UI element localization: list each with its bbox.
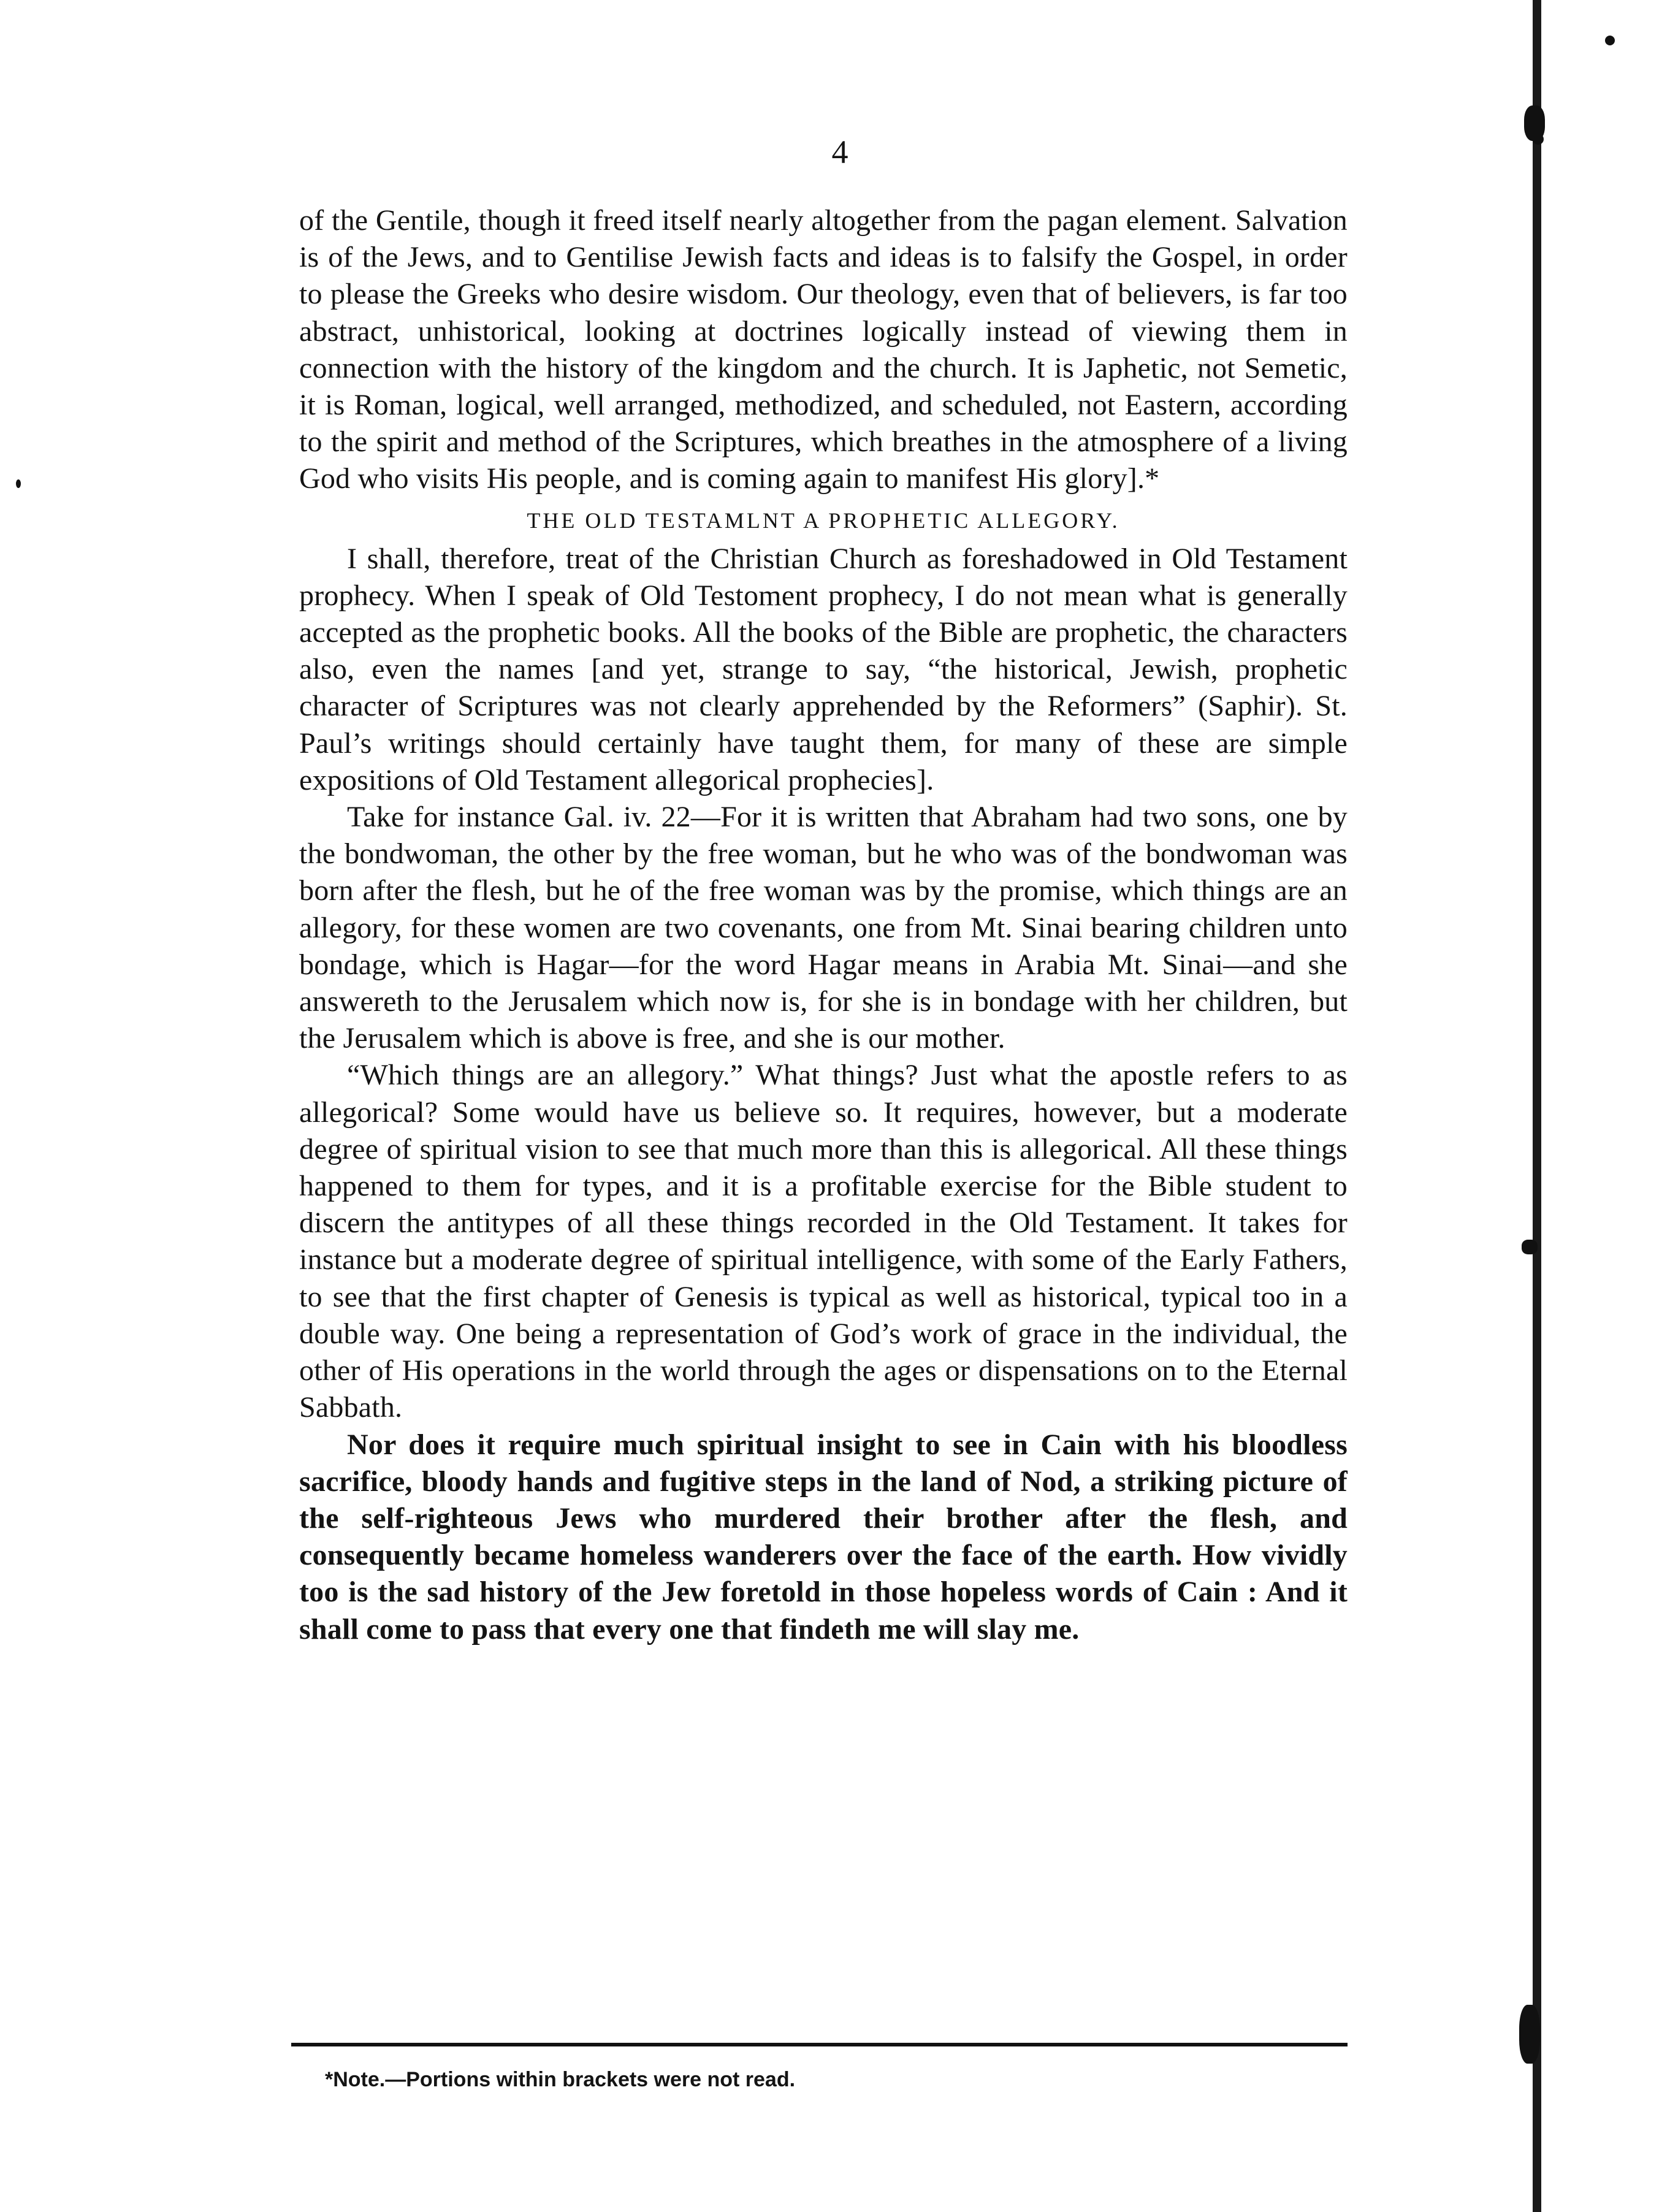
binding-margin xyxy=(1541,0,1670,2212)
paragraph: I shall, therefore, treat of the Christian Church as foreshadowed in Old Testament prophecy. When I speak of Old Testoment prophecy, I do not mean what is generally accepted as the prophetic books. All the books of the Bible are prophetic, the characters also, even the names [and yet, strange to say, “the historical, Jewish, prophetic character of Scriptures was not clearly apprehended by the Reformers” (Saphir). St. Paul’s writings should certainly have taught them, for many of these are simple expositions of Old Testament allegorical prophecies]. xyxy=(299,542,1348,796)
speck xyxy=(16,479,21,488)
paragraph: Nor does it require much spiritual insight to see in Cain with his bloodless sacrifice, bloody hands and fugitive steps in the land of Nod, a striking picture of the self-righteous Jews who murdered their brother after the flesh, and consequently became homeless wanderers over the face of the earth. How vividly too is the sad history of the Jew foretold in those hopeless words of Cain : And it shall come to pass that every one that findeth me will slay me. xyxy=(299,1428,1348,1646)
page-number: 4 xyxy=(831,134,848,170)
binding-mark xyxy=(1519,2005,1540,2064)
speck xyxy=(1605,36,1615,45)
section-heading: THE OLD TESTAMLNT A PROPHETIC ALLEGORY. xyxy=(527,508,1120,533)
footnote: *Note.—Portions within brackets were not read. xyxy=(325,2068,796,2091)
binding-mark xyxy=(1522,1240,1538,1254)
paragraph: “Which things are an allegory.” What things? Just what the apostle refers to as allegorical? Some would have us believe so. It requires, however, but a moderate degree of spiritual vision to see that much more than this is allegorical. All these things happened to them for types, and it is a profitable exercise for the Bible student to discern the antitypes of all these things recorded in the Old Testament. It takes for instance but a moderate degree of spiritual intelligence, with some of the Early Fathers, to see that the first chapter of Genesis is typical as well as historical, typical too in a double way. One being a representation of God’s work of grace in the individual, the other of His operations in the world through the ages or dispensations on to the Eternal Sabbath. xyxy=(299,1059,1348,1424)
speck xyxy=(1533,134,1544,145)
footnote-divider xyxy=(291,2043,1348,2046)
paragraph: Take for instance Gal. iv. 22—For it is written that Abraham had two sons, one by the bondwoman, the other by the free woman, but he who was of the bondwoman was born after the flesh, but he of the free woman was by the promise, which things are an allegory, for these women are two covenants, one from Mt. Sinai bearing children unto bondage, which is Hagar—for the word Hagar means in Arabia Mt. Sinai—and she answereth to the Jerusalem which now is, for she is in bondage with her children, but the Jerusalem which is above is free, and she is our mother. xyxy=(299,801,1348,1055)
body-text xyxy=(299,202,1348,1648)
page-edge xyxy=(1533,0,1541,2212)
paragraph: of the Gentile, though it freed itself nearly altogether from the pagan element. Salvation is of the Jews, and to Gentilise Jewish facts and ideas is to falsify the Gospel, in order to please the Greeks who desire wisdom. Our theology, even that of believers, is far too abstract, unhistorical, looking at doctrines logically instead of viewing them in connection with the history of the kingdom and the church. It is Japhetic, not Semetic, it is Roman, logical, well arranged, methodized, and scheduled, not Eastern, according to the spirit and method of the Scriptures, which breathes in the atmosphere of a living God who visits His people, and is coming again to manifest His glory].* xyxy=(299,204,1348,495)
